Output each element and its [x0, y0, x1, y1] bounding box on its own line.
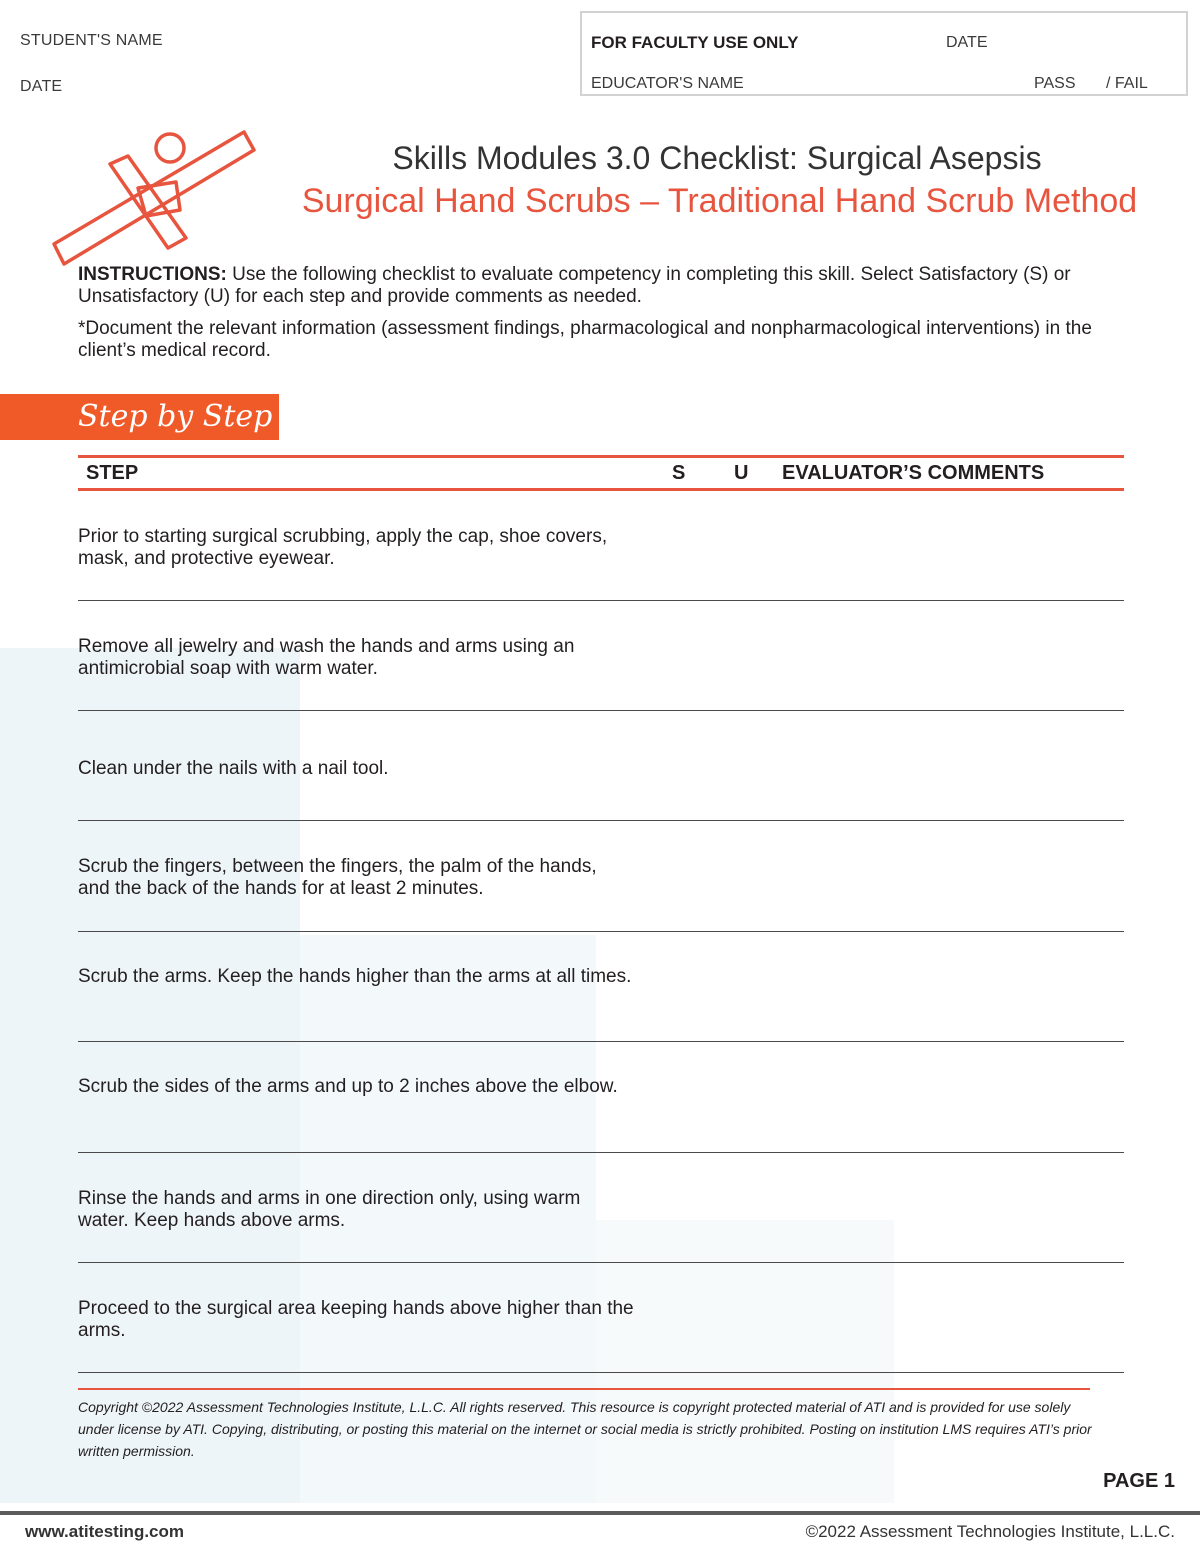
- row-divider: [78, 931, 1124, 932]
- company-copyright: ©2022 Assessment Technologies Institute, L.L.C.: [805, 1522, 1175, 1541]
- column-header-s: S: [672, 462, 686, 484]
- row-divider: [78, 710, 1124, 711]
- row-divider: [78, 600, 1124, 601]
- pass-label: PASS: [1034, 75, 1076, 92]
- row-divider: [78, 1041, 1124, 1042]
- table-header-rule: [78, 488, 1124, 491]
- table-row: Prior to starting surgical scrubbing, apply the cap, shoe covers, mask, and protective eyewear.: [78, 526, 608, 569]
- page-title: Skills Modules 3.0 Checklist: Surgical Asepsis: [392, 140, 1042, 176]
- table-row: Proceed to the surgical area keeping hands above higher than the arms.: [78, 1298, 634, 1341]
- ati-figure-logo-icon: [48, 126, 280, 268]
- column-header-comments: EVALUATOR’S COMMENTS: [782, 462, 1045, 484]
- faculty-date-label: DATE: [946, 34, 988, 51]
- section-band: [0, 394, 279, 440]
- table-row: Remove all jewelry and wash the hands and arms using an antimicrobial soap with warm water.: [78, 636, 575, 679]
- copyright-rule: [78, 1388, 1090, 1390]
- student-name-label: STUDENT'S NAME: [20, 32, 163, 49]
- student-date-label: DATE: [20, 78, 63, 95]
- column-header-step: STEP: [86, 462, 139, 484]
- row-divider: [78, 1152, 1124, 1153]
- table-row: Clean under the nails with a nail tool.: [78, 758, 389, 779]
- instructions: [78, 264, 1098, 308]
- page-subtitle: Surgical Hand Scrubs – Traditional Hand Scrub Method: [301, 182, 1138, 220]
- table-row: Scrub the arms. Keep the hands higher than the arms at all times.: [78, 966, 632, 987]
- column-header-u: U: [734, 462, 749, 484]
- table-row: Scrub the sides of the arms and up to 2 inches above the elbow.: [78, 1076, 618, 1097]
- row-divider: [78, 820, 1124, 821]
- instructions-text: Use the following checklist to evaluate competency in completing this skill. Select Satisfactory (S) or Unsatisfactory (U) for each step and provide comments as needed.: [78, 264, 1071, 307]
- row-divider: [78, 1372, 1124, 1373]
- table-row: Rinse the hands and arms in one direction only, using warm water. Keep hands above arms.: [78, 1188, 581, 1231]
- documentation-note: *Document the relevant information (assessment findings, pharmacological and nonpharmacological interventions) in the client’s medical record.: [78, 318, 1092, 361]
- table-row: Scrub the fingers, between the fingers, the palm of the hands, and the back of the hands for at least 2 minutes.: [78, 856, 597, 899]
- faculty-use-title: FOR FACULTY USE ONLY: [591, 33, 799, 52]
- website-link[interactable]: www.atitesting.com: [25, 1522, 185, 1541]
- instructions-label: INSTRUCTIONS:: [78, 264, 227, 285]
- footer-rule: [0, 1511, 1200, 1515]
- section-band-label: Step by Step: [78, 399, 273, 434]
- faculty-use-box: [580, 11, 1188, 96]
- copyright-notice: Copyright ©2022 Assessment Technologies Institute, L.L.C. All rights reserved. This resource is copyright protected material of ATI and is provided for use solely under license by ATI. Copying, distributing, or posting this material on the internet or social media is strictly prohibited. Posting on institution LMS requires ATI’s prior written permission.: [78, 1399, 1092, 1459]
- page-number: PAGE 1: [1103, 1470, 1175, 1492]
- row-divider: [78, 1262, 1124, 1263]
- fail-label: / FAIL: [1106, 75, 1148, 92]
- educator-name-label: EDUCATOR'S NAME: [591, 75, 744, 92]
- table-top-rule: [78, 455, 1124, 458]
